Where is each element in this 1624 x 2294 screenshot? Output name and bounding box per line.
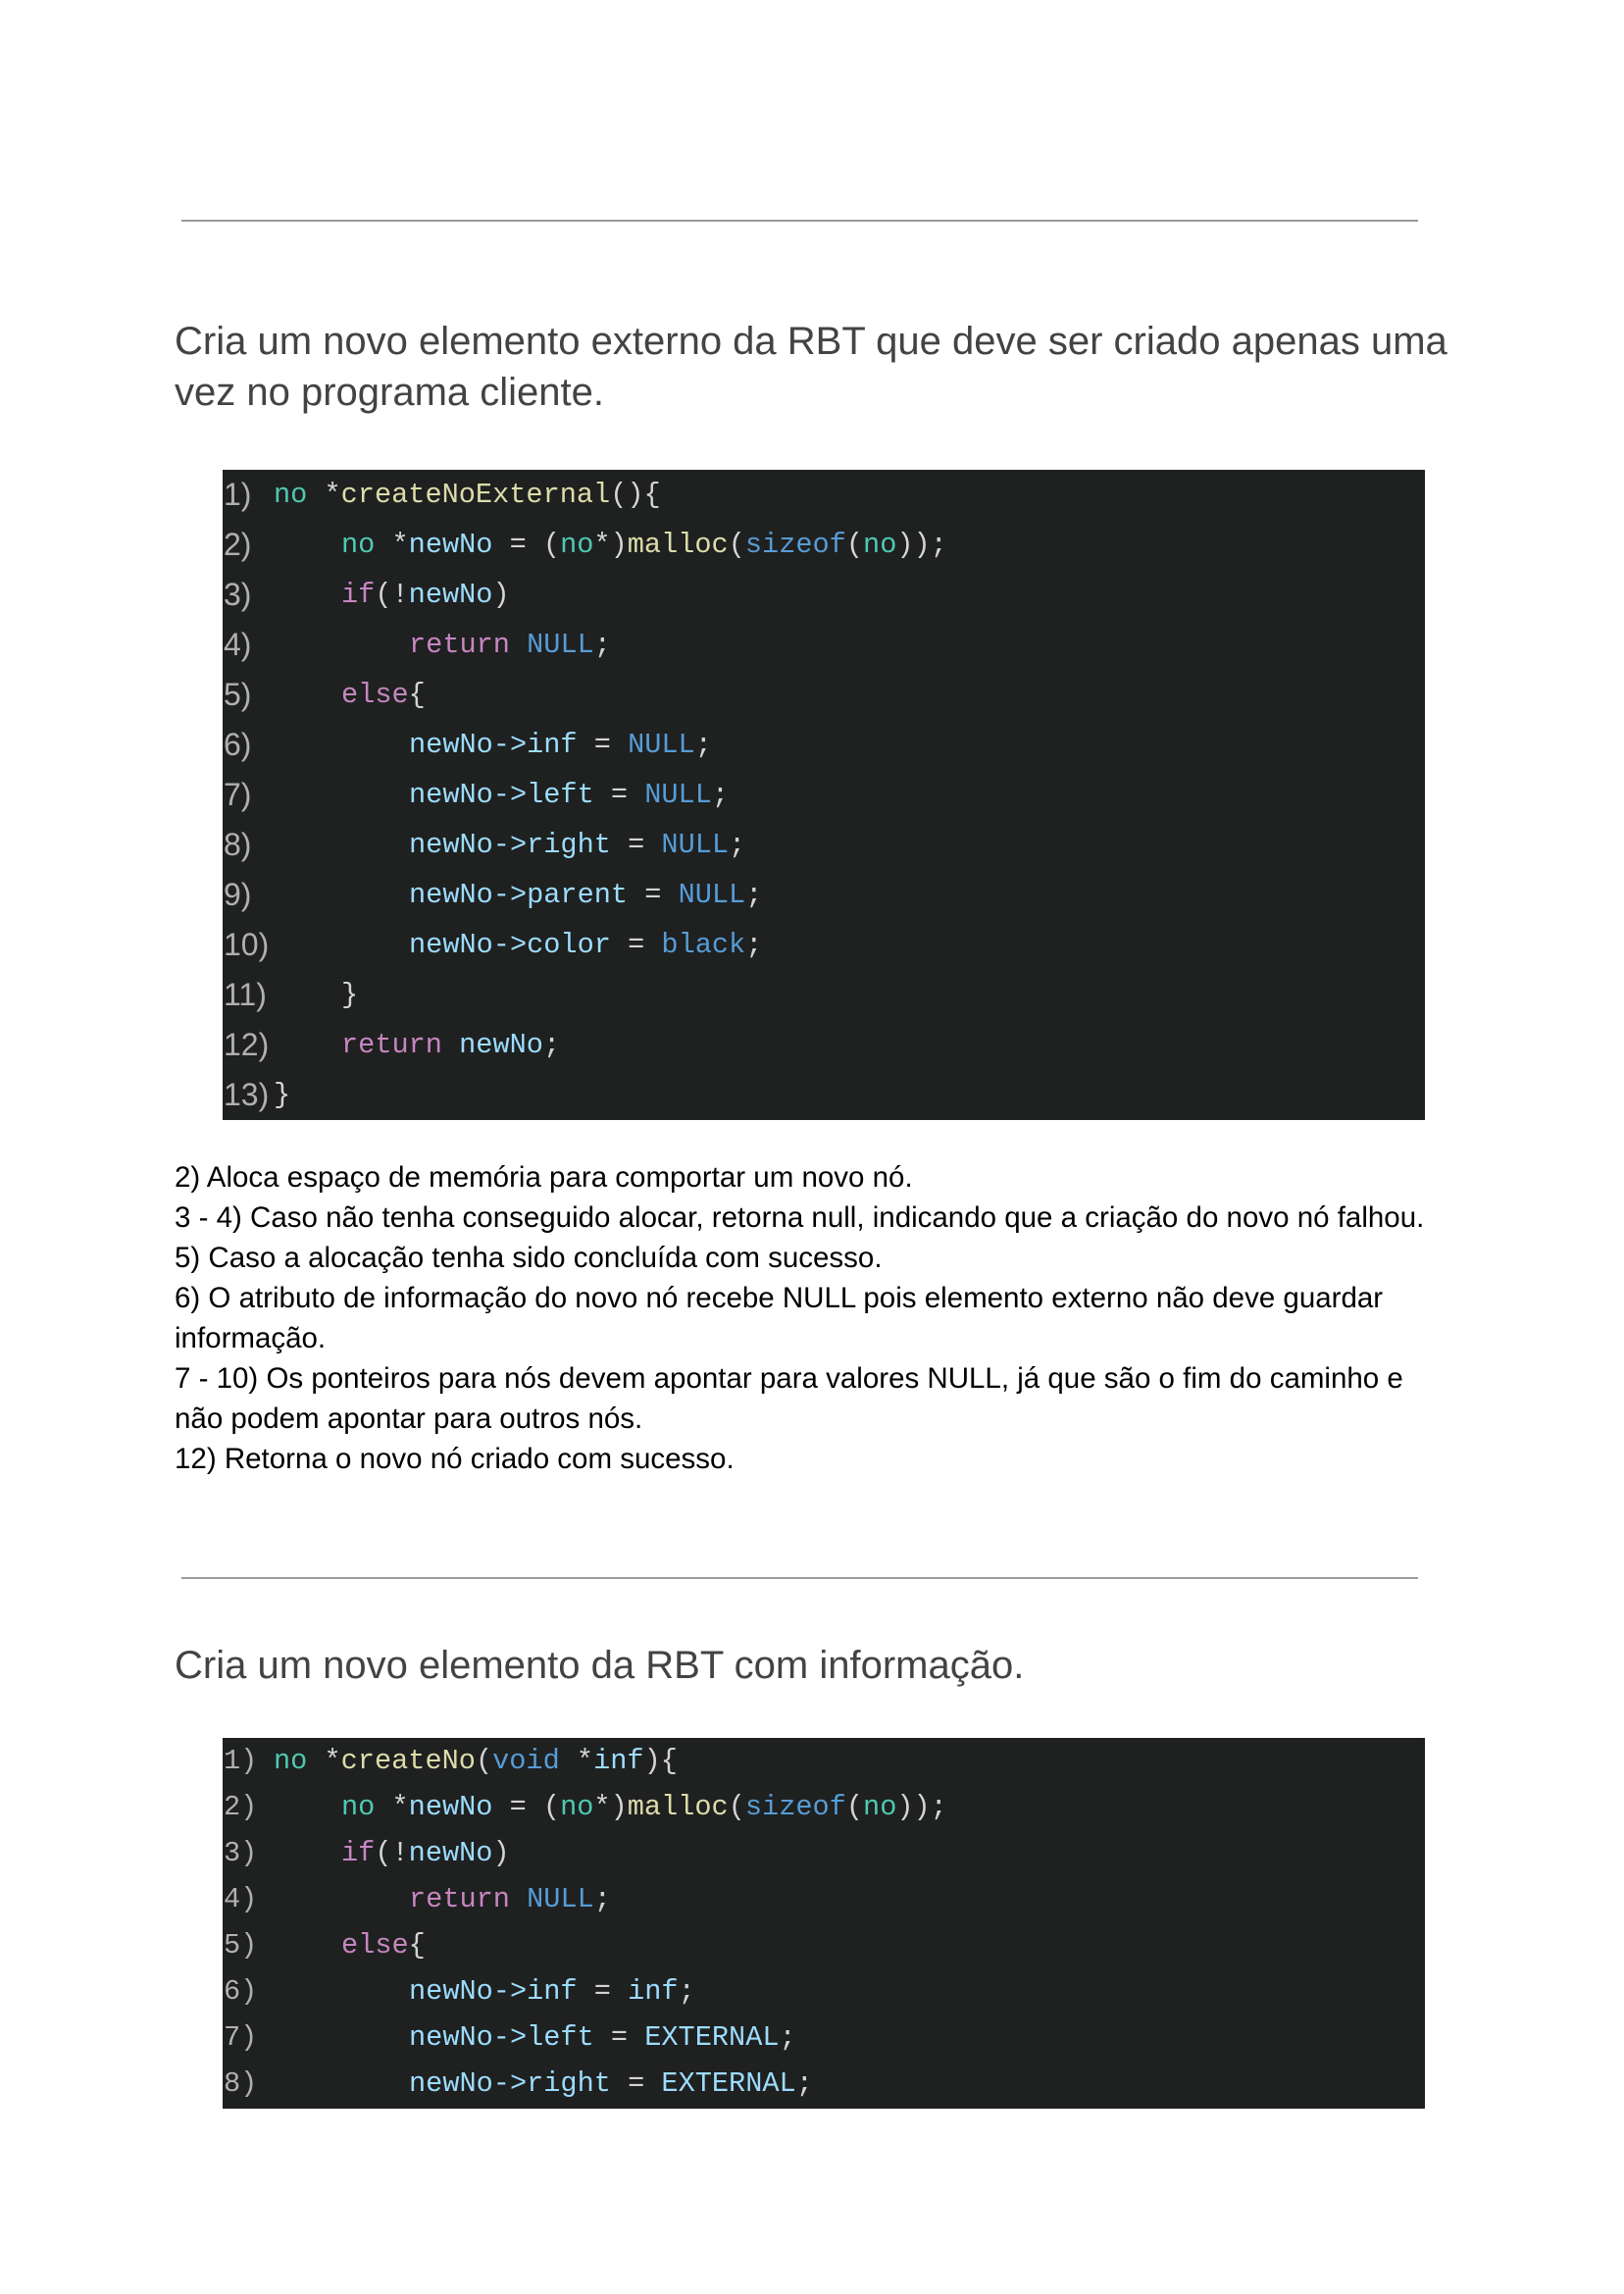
code-token: newNo: [408, 579, 493, 611]
code-token: sizeof: [744, 1791, 846, 1823]
code-token: ;: [795, 2067, 813, 2100]
code-token: NULL: [661, 829, 730, 861]
code-token: (!: [375, 579, 409, 611]
code-token: no: [274, 1745, 308, 1777]
line-number: 13): [224, 1077, 270, 1112]
code-token: newNo->parent: [409, 879, 629, 911]
code-token: =: [610, 929, 662, 961]
code-line: [223, 1922, 1425, 1968]
code-token: ;: [593, 1883, 611, 1915]
code-token: [510, 629, 527, 661]
code-token: sizeof: [744, 529, 846, 561]
line-number: 9): [224, 877, 252, 912]
code-token: ;: [729, 829, 746, 861]
code-token: (: [728, 529, 745, 561]
code-token: *: [559, 1745, 594, 1777]
code-block-create-no-external: [223, 470, 1425, 1120]
code-text: [274, 470, 661, 520]
code-token: return: [341, 1029, 442, 1061]
explanation-item: 7 - 10) Os ponteiros para nós devem apontar para valores NULL, já que são o fim do caminho e não podem apontar para outros nós.: [175, 1362, 1403, 1435]
code-token: inf: [628, 1975, 679, 2008]
line-number: 2): [224, 1791, 258, 1823]
code-line: [223, 1968, 1425, 2014]
code-token: EXTERNAL: [661, 2067, 796, 2100]
code-token: (: [845, 529, 864, 561]
code-token: {: [408, 679, 426, 711]
line-number: 1): [224, 477, 252, 512]
code-token: else: [341, 679, 409, 711]
code-token: newNo: [408, 1837, 493, 1869]
code-line: [223, 470, 1425, 520]
code-text: [409, 2014, 796, 2061]
code-line: [223, 1830, 1425, 1876]
code-token: ): [492, 579, 510, 611]
code-text: [409, 870, 762, 920]
code-line: [223, 620, 1425, 670]
code-token: =: [628, 879, 679, 911]
code-token: ;: [745, 929, 763, 961]
code-token: newNo: [408, 529, 493, 561]
code-token: newNo->right: [409, 2067, 611, 2100]
code-line: [223, 520, 1425, 570]
explanation-item: 3 - 4) Caso não tenha conseguido alocar, retorna null, indicando que a criação do novo nó falhou.: [175, 1201, 1425, 1234]
code-token: ;: [745, 879, 763, 911]
line-number: 7): [224, 2021, 258, 2054]
code-token: ;: [678, 1975, 695, 2008]
code-line: [223, 2061, 1425, 2107]
code-token: inf: [593, 1745, 644, 1777]
code-text: [409, 770, 729, 820]
code-token: newNo: [459, 1029, 543, 1061]
code-text: [409, 2061, 813, 2107]
code-token: if: [341, 579, 376, 611]
code-token: newNo->inf: [409, 1975, 578, 2008]
code-token: =: [577, 729, 629, 761]
code-token: }: [274, 1079, 291, 1111]
code-token: newNo->inf: [409, 729, 578, 761]
code-token: [510, 1883, 527, 1915]
code-line: [223, 2014, 1425, 2061]
code-token: ;: [542, 1029, 561, 1061]
code-token: *: [375, 529, 409, 561]
code-token: no: [560, 1791, 594, 1823]
code-token: if: [341, 1837, 376, 1869]
line-number: 5): [224, 1929, 258, 1962]
code-token: no: [863, 529, 897, 561]
code-token: = (: [492, 529, 561, 561]
section-divider-1: [181, 220, 1418, 222]
code-text: [409, 820, 745, 870]
code-token: =: [610, 829, 662, 861]
code-token: (){: [610, 479, 661, 511]
code-token: void: [492, 1745, 560, 1777]
code-line: [223, 820, 1425, 870]
code-token: NULL: [628, 729, 695, 761]
code-text: [341, 1922, 426, 1968]
code-token: =: [610, 2067, 662, 2100]
code-token: newNo->color: [409, 929, 611, 961]
explanation-item: 6) O atributo de informação do novo nó recebe NULL pois elemento externo não deve guardar informação.: [175, 1282, 1384, 1354]
code-text: [341, 670, 426, 720]
line-number: 10): [224, 927, 270, 962]
code-token: createNoExternal: [340, 479, 611, 511]
line-number: 5): [224, 677, 252, 712]
code-token: (: [845, 1791, 864, 1823]
code-block-create-no: [223, 1738, 1425, 2109]
code-token: [442, 1029, 459, 1061]
code-token: NULL: [527, 629, 594, 661]
explanation-item: 12) Retorna o novo nó criado com sucesso.: [175, 1443, 735, 1475]
code-text: [341, 1020, 560, 1070]
code-token: ;: [694, 729, 712, 761]
line-number: 6): [224, 727, 252, 762]
line-number: 3): [224, 1837, 258, 1869]
code-token: malloc: [627, 529, 729, 561]
code-token: }: [341, 979, 359, 1011]
code-line: [223, 770, 1425, 820]
code-line: [223, 1070, 1425, 1120]
code-token: EXTERNAL: [644, 2021, 780, 2054]
code-token: newNo->left: [409, 779, 594, 811]
section-divider-2: [181, 1577, 1418, 1579]
code-token: no: [560, 529, 594, 561]
section-1-explanation: [175, 1157, 1449, 1479]
code-line: [223, 570, 1425, 620]
code-text: [341, 1784, 947, 1830]
explanation-item: 5) Caso a alocação tenha sido concluída com sucesso.: [175, 1242, 883, 1274]
code-token: NULL: [644, 779, 712, 811]
code-token: return: [409, 629, 510, 661]
section-2-heading: Cria um novo elemento da RBT com informação.: [175, 1644, 1025, 1687]
code-token: =: [577, 1975, 629, 2008]
code-line: [223, 870, 1425, 920]
code-token: ;: [593, 629, 611, 661]
code-text: [341, 970, 358, 1020]
line-number: 4): [224, 1883, 258, 1915]
code-token: (: [728, 1791, 745, 1823]
code-token: {: [408, 1929, 426, 1962]
code-token: no: [274, 479, 308, 511]
code-token: malloc: [627, 1791, 729, 1823]
code-token: NULL: [527, 1883, 594, 1915]
code-line: [223, 1020, 1425, 1070]
code-token: (: [475, 1745, 493, 1777]
code-token: (!: [375, 1837, 409, 1869]
code-token: *: [307, 1745, 341, 1777]
code-line: [223, 1738, 1425, 1784]
line-number: 8): [224, 827, 252, 862]
line-number: 12): [224, 1027, 270, 1062]
line-number: 6): [224, 1975, 258, 2008]
code-line: [223, 1784, 1425, 1830]
code-text: [409, 920, 762, 970]
line-number: 2): [224, 527, 252, 562]
code-line: [223, 1876, 1425, 1922]
code-text: [341, 520, 947, 570]
code-token: *: [307, 479, 341, 511]
code-token: ;: [779, 2021, 796, 2054]
line-number: 3): [224, 577, 252, 612]
code-token: no: [341, 1791, 376, 1823]
explanation-item: 2) Aloca espaço de memória para comportar um novo nó.: [175, 1161, 913, 1194]
code-token: createNo: [340, 1745, 476, 1777]
line-number: 4): [224, 627, 252, 662]
code-text: [409, 1968, 695, 2014]
code-token: return: [409, 1883, 510, 1915]
code-token: black: [661, 929, 746, 961]
section-1-heading: Cria um novo elemento externo da RBT que deve ser criado apenas uma vez no programa cliente.: [175, 320, 1447, 414]
code-token: newNo->right: [409, 829, 611, 861]
code-text: [409, 720, 712, 770]
code-token: =: [593, 2021, 645, 2054]
code-token: = (: [492, 1791, 561, 1823]
code-token: newNo: [408, 1791, 493, 1823]
code-text: [341, 570, 510, 620]
code-text: [274, 1070, 290, 1120]
code-line: [223, 670, 1425, 720]
code-line: [223, 720, 1425, 770]
code-token: ));: [896, 1791, 947, 1823]
code-token: ): [492, 1837, 510, 1869]
code-token: =: [593, 779, 645, 811]
code-line: [223, 970, 1425, 1020]
line-number: 7): [224, 777, 252, 812]
line-number: 8): [224, 2067, 258, 2100]
code-token: no: [863, 1791, 897, 1823]
code-token: ){: [643, 1745, 678, 1777]
code-token: no: [341, 529, 376, 561]
code-text: [409, 620, 611, 670]
line-number: 11): [224, 977, 267, 1012]
code-token: *): [593, 1791, 628, 1823]
code-text: [274, 1738, 678, 1784]
code-text: [409, 1876, 611, 1922]
code-line: [223, 920, 1425, 970]
code-token: ;: [711, 779, 730, 811]
code-token: newNo->left: [409, 2021, 594, 2054]
line-number: 1): [224, 1745, 258, 1777]
code-text: [341, 1830, 510, 1876]
code-token: NULL: [678, 879, 746, 911]
code-token: ));: [896, 529, 947, 561]
code-token: *): [593, 529, 628, 561]
code-token: else: [341, 1929, 409, 1962]
code-token: *: [375, 1791, 409, 1823]
